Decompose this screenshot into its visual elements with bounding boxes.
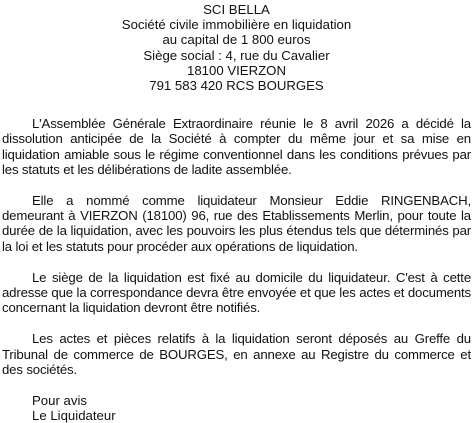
filing-paragraph: Les actes et pièces relatifs à la liquidation seront déposés au Greffe du Tribunal de commerce de BOURGES, en annexe au Registre du commerce et des sociétés.	[2, 331, 471, 377]
company-type: Société civile immobilière en liquidation	[121, 17, 352, 33]
dissolution-paragraph: L'Assemblée Générale Extraordinaire réunie le 8 avril 2026 a décidé la dissolution anticipée de la Société à compter du même jour et sa mise en liquidation amiable sous le régime conventionnel dans les conditions prévues par les statuts et les délibérations de ladite assemblée.	[2, 116, 471, 177]
registered-office: Siège social : 4, rue du Cavalier	[143, 47, 330, 63]
share-capital: au capital de 1 800 euros	[162, 32, 311, 48]
liquidator-paragraph: Elle a nommé comme liquidateur Monsieur Eddie RINGENBACH, demeurant à VIERZON (18100) 96, rue des Etablissements Merlin, pour toute la durée de la liquidation, avec les pouvoirs les plus étendus tels que déterminés par la loi et les statuts pour procéder aux opérations de liquidation.	[2, 193, 471, 254]
postal-city: 18100 VIERZON	[187, 62, 286, 78]
for-notice-text: Pour avis	[32, 393, 87, 409]
rcs-registration: 791 583 420 RCS BOURGES	[149, 78, 324, 94]
liquidation-seat-paragraph: Le siège de la liquidation est fixé au domicile du liquidateur. C'est à cette adresse que la correspondance devra être envoyée et que les actes et documents concernant la liquidation devront être notifiés.	[2, 269, 471, 316]
company-name: SCI BELLA	[203, 2, 270, 17]
closing-block	[2, 393, 471, 423]
signatory-text: Le Liquidateur	[32, 408, 116, 423]
notice-header	[2, 2, 471, 93]
